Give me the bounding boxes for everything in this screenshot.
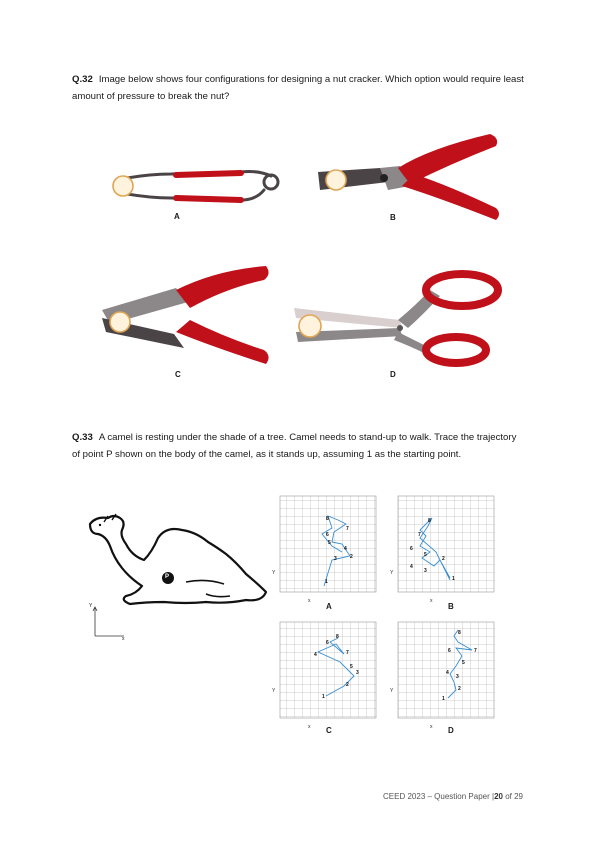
svg-text:Y: Y [272,688,276,694]
svg-text:4: 4 [314,652,317,658]
svg-text:4: 4 [446,670,449,676]
trajectory-label-a: A [326,602,332,611]
question-text: Image below shows four configurations for designing a nut cracker. Which option would require least amount of pressure to break the nut? [72,74,524,102]
svg-text:3: 3 [334,556,337,562]
question-number: Q.32 [72,74,93,85]
svg-text:2: 2 [442,556,445,562]
svg-text:8: 8 [336,634,339,640]
svg-text:7: 7 [418,532,421,538]
footer-text: CEED 2023 – Question Paper | [383,792,495,801]
nutcracker-option-a [96,160,296,210]
svg-text:6: 6 [448,648,451,654]
grid-option-b [398,496,494,592]
svg-text:8: 8 [458,630,461,636]
nutcracker-option-d [290,270,510,370]
question-text: A camel is resting under the shade of a tree. Camel needs to stand-up to walk. Trace the trajectory of point P shown on the body of the camel, as it stands up, assuming 1 as the starting point. [72,432,517,460]
footer-page-number: 20 [494,792,503,801]
question-33 [72,429,524,463]
svg-text:6: 6 [410,546,413,552]
page-footer [383,792,523,801]
question-number: Q.33 [72,432,93,443]
svg-text:7: 7 [474,648,477,654]
trajectory-label-b: B [448,602,454,611]
trajectory-options [270,492,500,742]
camel-illustration [86,512,276,610]
svg-text:2: 2 [458,686,461,692]
option-label-b: B [390,213,396,222]
trajectory-label-c: C [326,726,332,735]
svg-text:3: 3 [424,568,427,574]
option-label-a: A [174,212,180,221]
option-label-d: D [390,370,396,379]
trajectory-label-d: D [448,726,454,735]
nutcracker-option-b [310,128,510,228]
axis-x-label: x [122,636,125,642]
grid-option-a [280,496,376,592]
footer-page-total: of 29 [505,792,523,801]
svg-text:x: x [308,724,311,730]
svg-text:8: 8 [326,516,329,522]
svg-text:1: 1 [322,694,325,700]
svg-text:7: 7 [346,526,349,532]
option-label-c: C [175,370,181,379]
svg-text:2: 2 [350,554,353,560]
reference-axes [86,604,136,644]
axis-y-label: Y [89,603,93,609]
svg-text:5: 5 [462,660,465,666]
svg-text:6: 6 [326,640,329,646]
svg-text:6: 6 [326,532,329,538]
svg-text:x: x [430,598,433,604]
svg-text:4: 4 [410,564,413,570]
svg-text:1: 1 [325,579,328,585]
svg-text:x: x [308,598,311,604]
point-p-label: P [165,574,170,580]
nutcracker-option-c [96,262,286,372]
svg-text:Y: Y [390,570,394,576]
svg-text:1: 1 [452,576,455,582]
grid-option-d [398,622,494,718]
svg-text:2: 2 [346,682,349,688]
svg-text:Y: Y [272,570,276,576]
svg-text:Y: Y [390,688,394,694]
svg-text:5: 5 [350,664,353,670]
svg-text:5: 5 [424,552,427,558]
svg-text:8: 8 [428,518,431,524]
svg-text:1: 1 [442,696,445,702]
svg-text:5: 5 [328,540,331,546]
question-32 [72,71,524,105]
svg-text:4: 4 [344,546,347,552]
svg-text:7: 7 [346,650,349,656]
grid-option-c [280,622,376,718]
svg-text:3: 3 [356,670,359,676]
svg-text:x: x [430,724,433,730]
svg-text:3: 3 [456,674,459,680]
